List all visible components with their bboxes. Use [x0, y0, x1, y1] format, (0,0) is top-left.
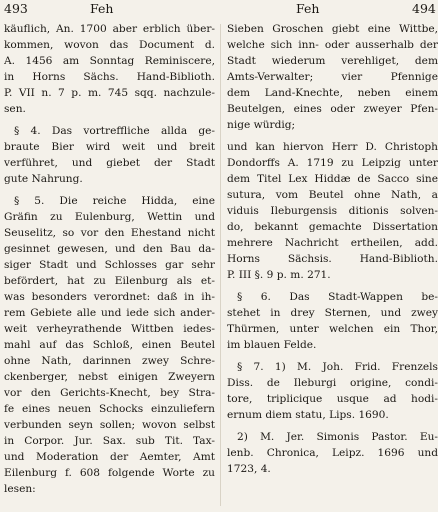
text-line: A. 1456 am Sonntag Reminiscere,	[4, 55, 215, 67]
text-line: braute Bier wird weit und breit	[4, 141, 215, 153]
text-line: Seuselitz, so vor den Ehestand nicht	[4, 227, 215, 239]
text-line: § 5. Die reiche Hidda, eine	[14, 195, 215, 207]
text-line: Eilenburg f. 608 folgende Worte zu	[4, 467, 215, 479]
text-line: fe eines neuen Schocks einzuliefern	[4, 403, 215, 415]
text-line: P. VII n. 7 p. m. 745 sqq. nachzule-	[4, 87, 215, 99]
text-line: do, bekannt gemachte Dissertation	[227, 221, 438, 233]
header-right-page-number: 494	[412, 1, 436, 16]
text-line: mahl auf das Schloß, einen Beutel	[4, 339, 215, 351]
text-line: ernum diem statu, Lips. 1690.	[227, 409, 389, 421]
text-line: und Moderation der Aemter, Amt	[4, 451, 215, 463]
paragraph	[227, 359, 438, 423]
paragraph	[4, 21, 215, 117]
header-left-page-number: 493	[4, 1, 28, 16]
text-line: welche sich inn- oder ausserhalb der	[227, 39, 438, 51]
paragraph	[4, 193, 215, 497]
text-line: und kan hiervon Herr D. Christoph	[227, 141, 438, 153]
text-line: dem Land-Knechte, neben einem	[227, 87, 438, 99]
paragraph	[227, 429, 438, 477]
paragraph	[227, 139, 438, 283]
text-line: § 6. Das Stadt-Wappen be-	[237, 291, 438, 303]
text-line: 2) M. Jer. Simonis Pastor. Eu-	[237, 431, 438, 443]
text-line: käuflich, An. 1700 aber erblich über-	[4, 23, 215, 35]
text-line: ohne Nath, darinnen zwey Schre-	[4, 355, 215, 367]
text-line: Gräfin zu Eulenburg, Wettin und	[4, 211, 215, 223]
paragraph	[227, 21, 438, 133]
text-line: Horns Sächsis. Hand-Biblioth.	[227, 253, 438, 265]
text-line: § 7. 1) M. Joh. Frid. Frenzels	[237, 361, 438, 373]
left-column	[4, 21, 215, 497]
text-line: Diss. de Ileburgi origine, condi-	[227, 377, 438, 389]
text-line: in Corpor. Jur. Sax. sub Tit. Tax-	[4, 435, 215, 447]
paragraph	[227, 289, 438, 353]
text-line: 1723, 4.	[227, 463, 271, 475]
text-line: verbunden seyn sollen; wovon selbst	[4, 419, 215, 431]
text-line: kommen, wovon das Document d.	[4, 39, 215, 51]
text-line: was besonders verordnet: daß in ih-	[4, 291, 215, 303]
column-divider	[220, 24, 221, 506]
text-line: Amts-Verwalter; vier Pfennige	[227, 71, 438, 83]
text-line: Dondorffs A. 1719 zu Leipzig unter	[227, 157, 438, 169]
text-line: nige würdig;	[227, 119, 296, 131]
text-line: gute Nahrung.	[4, 173, 83, 185]
text-line: P. III §. 9 p. m. 271.	[227, 269, 331, 281]
text-line: Thürmen, unter welchen ein Thor,	[227, 323, 438, 335]
text-line: dem Titel Lex Hiddæ de Sacco sine	[227, 173, 438, 185]
text-line: lenb. Chronica, Leipz. 1696 und	[227, 447, 438, 459]
text-line: befördert, hat zu Eilenburg als et-	[4, 275, 215, 287]
text-line: weit verheyrathende Wittben iedes-	[4, 323, 215, 335]
text-line: gesinnet gewesen, und den Bau da-	[4, 243, 215, 255]
right-column	[227, 21, 438, 477]
text-line: sen.	[4, 103, 26, 115]
text-line: Beutelgen, eines oder zweyer Pfen-	[227, 103, 438, 115]
text-line: stehet in drey Sternen, und zwey	[227, 307, 438, 319]
text-line: verführet, und giebet der Stadt	[4, 157, 215, 169]
text-line: ckenberger, nebst einigen Zweyern	[4, 371, 215, 383]
text-line: tore, triplicique usque ad hodi-	[227, 393, 438, 405]
header-right-title: Feh	[296, 1, 320, 16]
text-line: mehrere Nachricht ertheilen, add.	[227, 237, 438, 249]
text-line: im blauen Felde.	[227, 339, 317, 351]
text-line: sutura, vom Beutel ohne Nath, a	[227, 189, 438, 201]
header-left-title: Feh	[90, 1, 114, 16]
text-line: rem Gebiete alle und iede sich ander-	[4, 307, 215, 319]
text-line: § 4. Das vortreffliche allda ge-	[14, 125, 215, 137]
text-line: siger Stadt und Schlosses gar sehr	[4, 259, 215, 271]
text-line: viduis Ileburgensis ditionis solven-	[227, 205, 438, 217]
text-line: vor den Gerichts-Knecht, bey Stra-	[4, 387, 215, 399]
text-line: lesen:	[4, 483, 36, 495]
text-line: Sieben Groschen giebt eine Wittbe,	[227, 23, 438, 35]
paragraph	[4, 123, 215, 187]
text-line: in Horns Sächs. Hand-Biblioth.	[4, 71, 215, 83]
text-line: Stadt wiederum verehliget, dem	[227, 55, 438, 67]
